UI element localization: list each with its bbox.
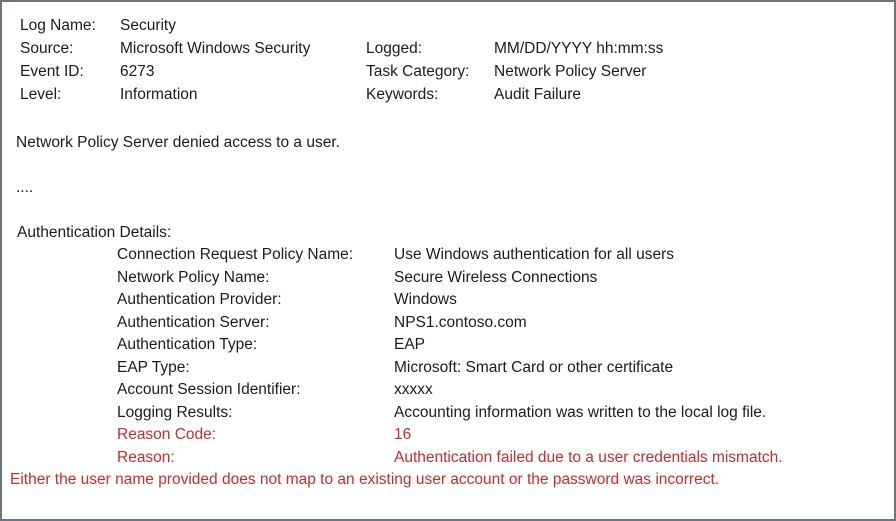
- failure-explanation-note: Either the user name provided does not map to an existing user account or the password was incorrect.: [10, 471, 720, 488]
- log-name-label: Log Name:: [20, 17, 96, 34]
- authentication-details-list: [2, 244, 894, 469]
- detail-label: Network Policy Name:: [117, 268, 270, 286]
- event-id-value: 6273: [120, 63, 155, 80]
- keywords-label: Keywords:: [366, 86, 439, 103]
- detail-value: Accounting information was written to the local log file.: [394, 403, 767, 421]
- meta-row-source-logged: [2, 37, 894, 60]
- detail-label: Authentication Type:: [117, 336, 258, 353]
- detail-value: Secure Wireless Connections: [394, 268, 598, 286]
- event-description: Network Policy Server denied access to a user.: [16, 134, 340, 151]
- logged-value: MM/DD/YYYY hh:mm:ss: [494, 40, 664, 57]
- keywords-value: Audit Failure: [494, 86, 582, 103]
- detail-label: Authentication Provider:: [117, 291, 282, 308]
- detail-row-eap-type: [2, 357, 894, 380]
- detail-label: Reason:: [117, 448, 175, 466]
- detail-value: 16: [394, 426, 412, 443]
- detail-value: Microsoft: Smart Card or other certificate: [394, 358, 674, 376]
- detail-value: EAP: [394, 336, 426, 353]
- detail-row-authentication-server: [2, 312, 894, 335]
- authentication-details-heading: Authentication Details:: [17, 224, 172, 241]
- detail-label: Authentication Server:: [117, 313, 270, 331]
- meta-row-eventid-taskcategory: [2, 60, 894, 83]
- detail-row-reason-code: [2, 424, 894, 447]
- detail-label: EAP Type:: [117, 358, 190, 376]
- detail-value: NPS1.contoso.com: [394, 313, 527, 331]
- detail-label: Reason Code:: [117, 426, 217, 443]
- meta-row-level-keywords: [2, 83, 894, 106]
- detail-row-reason: [2, 447, 894, 470]
- omitted-content-ellipsis: ....: [16, 179, 34, 196]
- empty-label: [366, 14, 494, 37]
- empty-value: [494, 14, 894, 37]
- detail-row-authentication-provider: [2, 289, 894, 312]
- meta-row-log-name: [2, 14, 894, 37]
- detail-label: Connection Request Policy Name:: [117, 246, 354, 263]
- detail-row-logging-results: [2, 402, 894, 425]
- logged-label: Logged:: [366, 40, 423, 57]
- event-log-content: [2, 2, 894, 492]
- event-meta-header: [2, 14, 894, 106]
- detail-row-network-policy-name: [2, 267, 894, 290]
- detail-value: Use Windows authentication for all users: [394, 246, 674, 263]
- level-label: Level:: [20, 86, 62, 103]
- detail-row-account-session-identifier: [2, 379, 894, 402]
- source-value: Microsoft Windows Security: [120, 40, 311, 57]
- event-id-label: Event ID:: [20, 63, 84, 80]
- detail-value: Windows: [394, 291, 457, 308]
- task-category-label: Task Category:: [366, 63, 470, 80]
- log-name-value: Security: [120, 17, 176, 34]
- task-category-value: Network Policy Server: [494, 63, 647, 80]
- detail-row-authentication-type: [2, 334, 894, 357]
- detail-value: xxxxx: [394, 381, 433, 398]
- detail-value: Authentication failed due to a user credentials mismatch.: [394, 448, 783, 466]
- detail-label: Account Session Identifier:: [117, 381, 301, 398]
- detail-row-connection-request-policy: [2, 244, 894, 267]
- detail-label: Logging Results:: [117, 403, 233, 421]
- source-label: Source:: [20, 40, 74, 57]
- level-value: Information: [120, 86, 198, 103]
